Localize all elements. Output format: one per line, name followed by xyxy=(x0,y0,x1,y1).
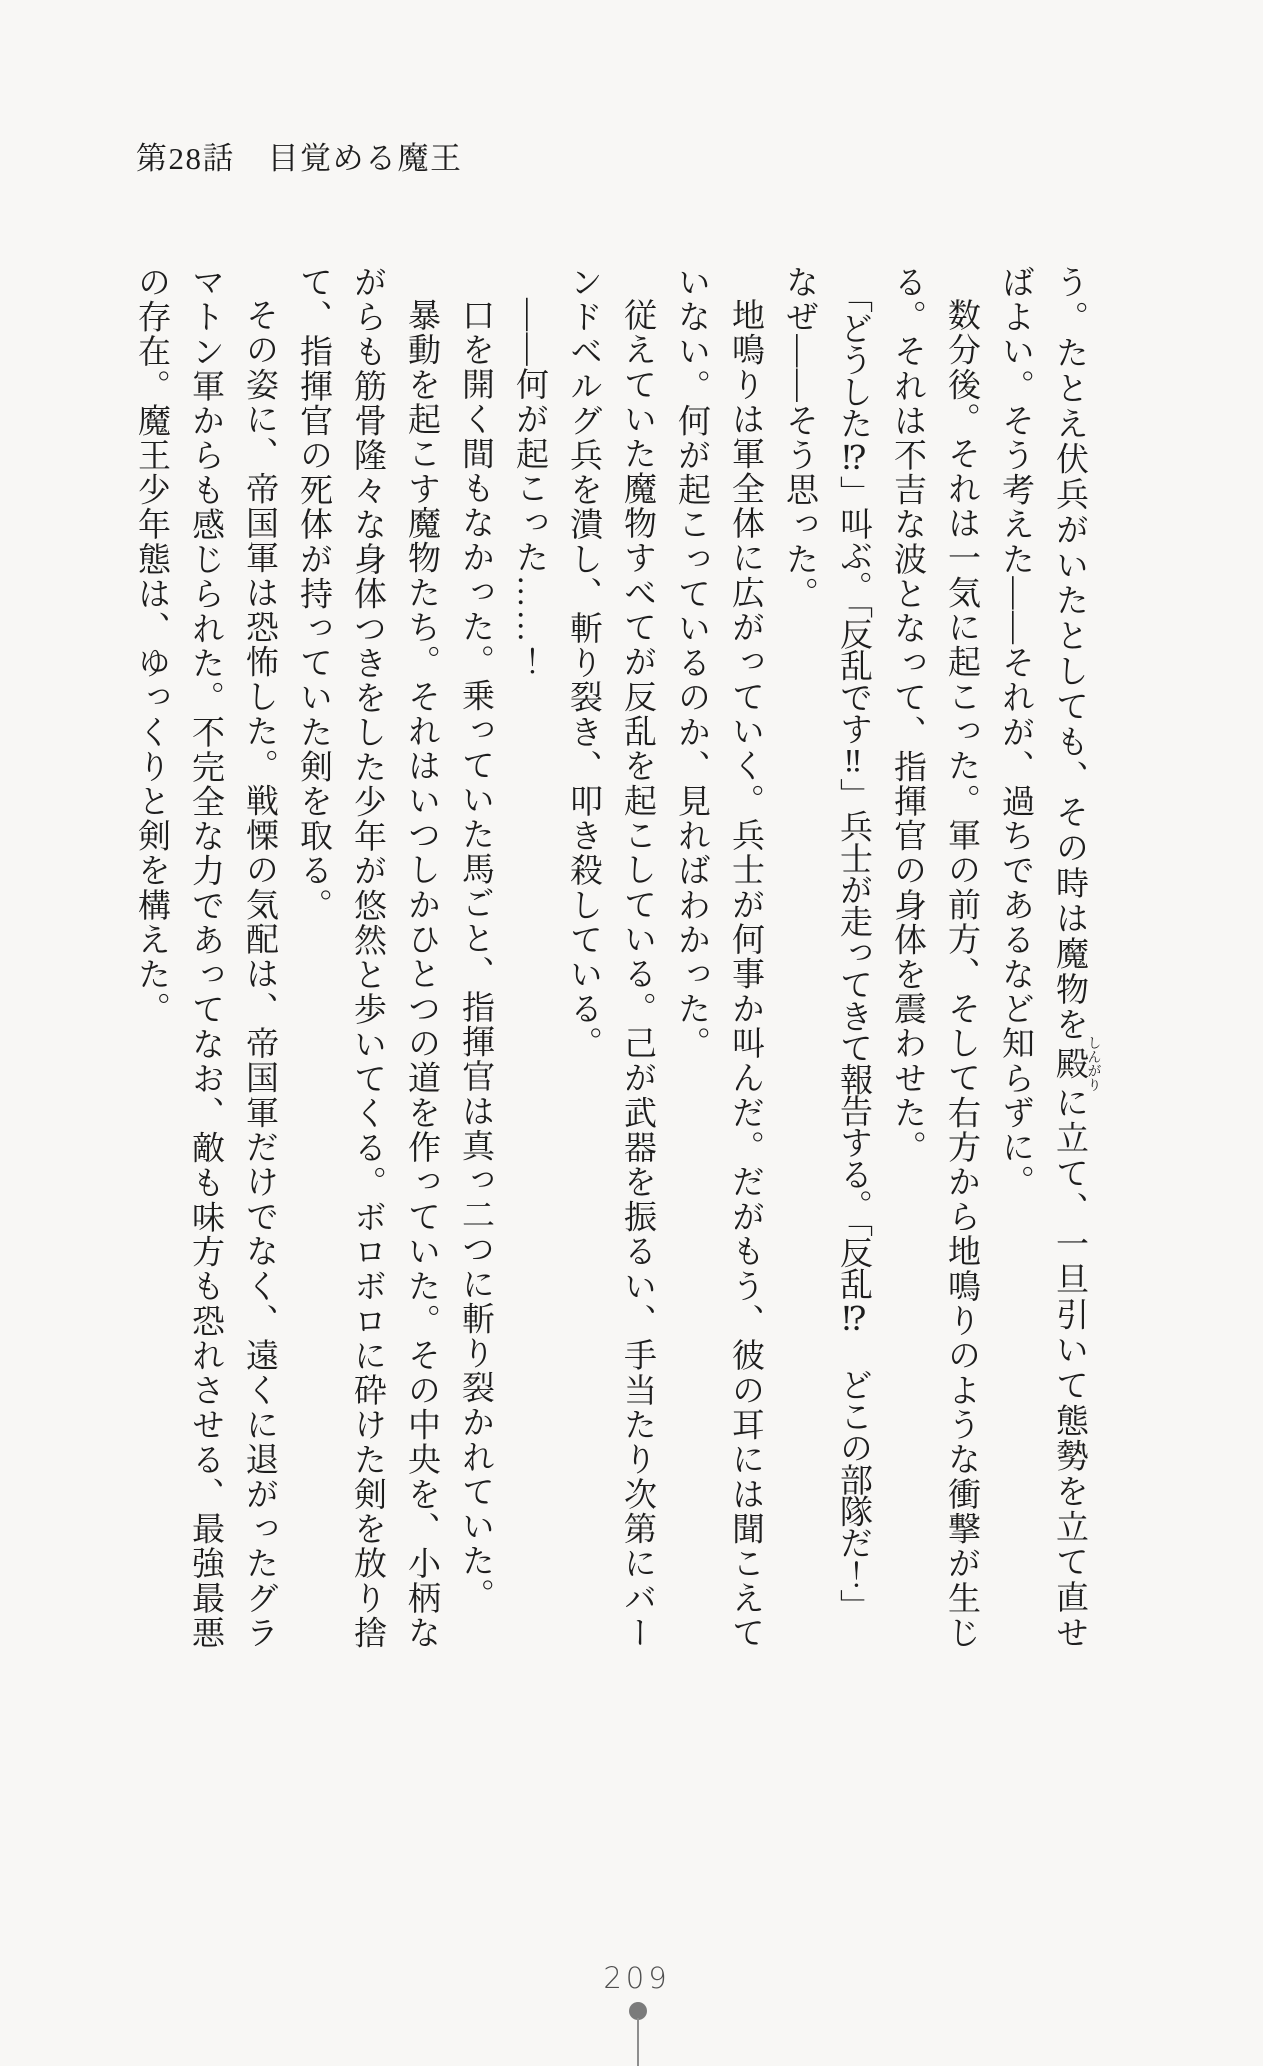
ruby-annotated-word: 殿しんがり xyxy=(1051,1035,1101,1092)
paragraph: 「どうした⁉」叫ぶ。「反乱です‼」兵士が走ってきて報告する。「反乱⁉ どこの部隊だ！」 xyxy=(835,279,871,1621)
chapter-header: 第28話 目覚める魔王 xyxy=(136,141,463,176)
paragraph: 従えていた魔物すべてが反乱を起こしている。己が武器を振るい、手当たり次第にバーンドベルグ兵を潰し、斬り裂き、叩き殺している。 xyxy=(565,265,655,1650)
paragraph: 口を開く間もなかった。乗っていた馬ごと、指揮官は真っ二つに斬り裂かれていた。 xyxy=(457,298,493,1613)
paragraph: う。たとえ伏兵がいたとしても、その時は魔物を殿しんがりに立て、一旦引いて態勢を立て直せばよい。そう考えた——それが、過ちであるなど知らずに。 xyxy=(997,265,1101,1650)
paragraph: 数分後。それは一気に起こった。軍の前方、そして右方から地鳴りのような衝撃が生じる。それは不吉な波となって、指揮官の身体を震わせた。 xyxy=(889,265,979,1650)
paragraph: ——何が起こった……！ xyxy=(511,298,547,679)
page-marker-line xyxy=(637,2018,639,2066)
paragraph: その姿に、帝国軍は恐怖した。戦慄の気配は、帝国軍だけでなく、遠くに退がったグラマトン軍からも感じられた。不完全な力であってなお、敵も味方も恐れさせる、最強最悪の存在。魔王少年態は、ゆっくりと剣を構えた。 xyxy=(133,265,277,1650)
paragraph: なぜ——そう思った。 xyxy=(781,265,817,611)
page-number: 209 xyxy=(603,1961,671,1995)
body-text xyxy=(108,265,1100,1650)
paragraph: 暴動を起こす魔物たち。それはいつしかひとつの道を作っていた。その中央を、小柄ながらも筋骨隆々な身体つきをした少年が悠然と歩いてくる。ボロボロに砕けた剣を放り捨て、指揮官の死体が持っていた剣を取る。 xyxy=(295,265,439,1650)
paragraph: 地鳴りは軍全体に広がっていく。兵士が何事か叫んだ。だがもう、彼の耳には聞こえていない。何が起こっているのか、見ればわかった。 xyxy=(673,265,763,1650)
